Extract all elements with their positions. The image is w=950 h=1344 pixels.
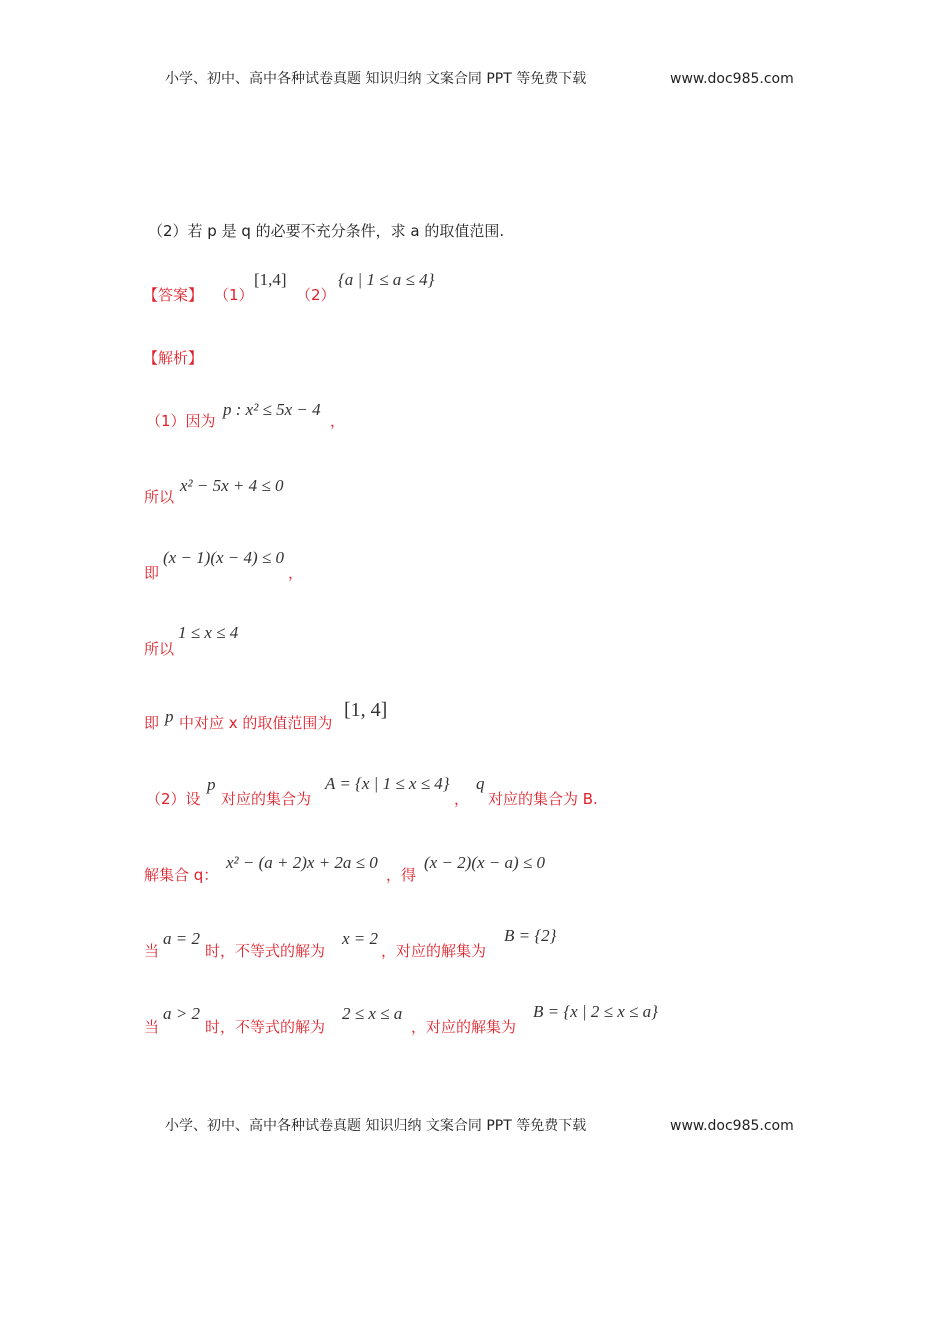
solution-text: 所以: [144, 488, 175, 506]
footer-url[interactable]: www.doc985.com: [670, 1118, 794, 1134]
solution-math: p: [207, 775, 216, 794]
solution-text: 对应的集合为 B.: [488, 790, 598, 808]
solution-math: (x − 2)(x − a) ≤ 0: [424, 853, 546, 872]
solution-text: ，: [288, 564, 304, 582]
header-url[interactable]: www.doc985.com: [670, 71, 794, 87]
answer-part2-label: （2）: [296, 286, 336, 304]
solution-text: 当: [144, 942, 160, 960]
solution-math: 1 ≤ x ≤ 4: [178, 623, 239, 642]
solution-math: (x − 1)(x − 4) ≤ 0: [163, 548, 285, 567]
solution-text: 即: [144, 714, 160, 732]
solution-text: 所以: [144, 640, 175, 658]
solution-text: ，对应的解集为: [381, 942, 487, 960]
solution-text: 当: [144, 1018, 160, 1036]
question-2: （2）若 p 是 q 的必要不充分条件，求 a 的取值范围.: [148, 222, 505, 240]
solution-text: ，得: [386, 866, 417, 884]
solution-text: 中对应 x 的取值范围为: [179, 714, 333, 732]
solution-math: x² − 5x + 4 ≤ 0: [180, 476, 284, 495]
header-text: 小学、初中、高中各种试卷真题 知识归纳 文案合同 PPT 等免费下载: [165, 71, 587, 87]
answer-part1-value: [1,4]: [254, 270, 287, 289]
footer-text: 小学、初中、高中各种试卷真题 知识归纳 文案合同 PPT 等免费下载: [165, 1118, 587, 1134]
solution-math: x² − (a + 2)x + 2a ≤ 0: [226, 853, 378, 872]
solution-text: （2）设: [146, 790, 201, 808]
answer-part1-label: （1）: [214, 286, 254, 304]
solution-math: q: [476, 774, 485, 793]
solution-math: p: [165, 707, 174, 726]
solution-math: B = {x | 2 ≤ x ≤ a}: [533, 1002, 658, 1021]
solution-math: x = 2: [342, 929, 379, 948]
solution-math: p : x² ≤ 5x − 4: [223, 400, 321, 419]
solution-text: ，对应的解集为: [411, 1018, 517, 1036]
solution-text: （1）因为: [146, 412, 216, 430]
solution-math: 2 ≤ x ≤ a: [342, 1004, 403, 1023]
solution-text: ，: [454, 790, 470, 808]
solution-text: ，: [330, 412, 346, 430]
solution-text: 时，不等式的解为: [205, 1018, 326, 1036]
solution-math: B = {2}: [504, 926, 557, 945]
answer-label: 【答案】: [143, 286, 204, 304]
solution-text: 解集合 q：: [144, 866, 219, 884]
solution-math: a > 2: [163, 1004, 200, 1023]
solution-text: 时，不等式的解为: [205, 942, 326, 960]
answer-part2-value: {a | 1 ≤ a ≤ 4}: [338, 270, 435, 289]
solution-math: A = {x | 1 ≤ x ≤ 4}: [325, 774, 450, 793]
solution-math: a = 2: [163, 929, 200, 948]
solution-math: [1, 4]: [344, 699, 388, 721]
analysis-label: 【解析】: [143, 349, 204, 367]
solution-text: 即: [144, 564, 160, 582]
solution-text: 对应的集合为: [221, 790, 312, 808]
